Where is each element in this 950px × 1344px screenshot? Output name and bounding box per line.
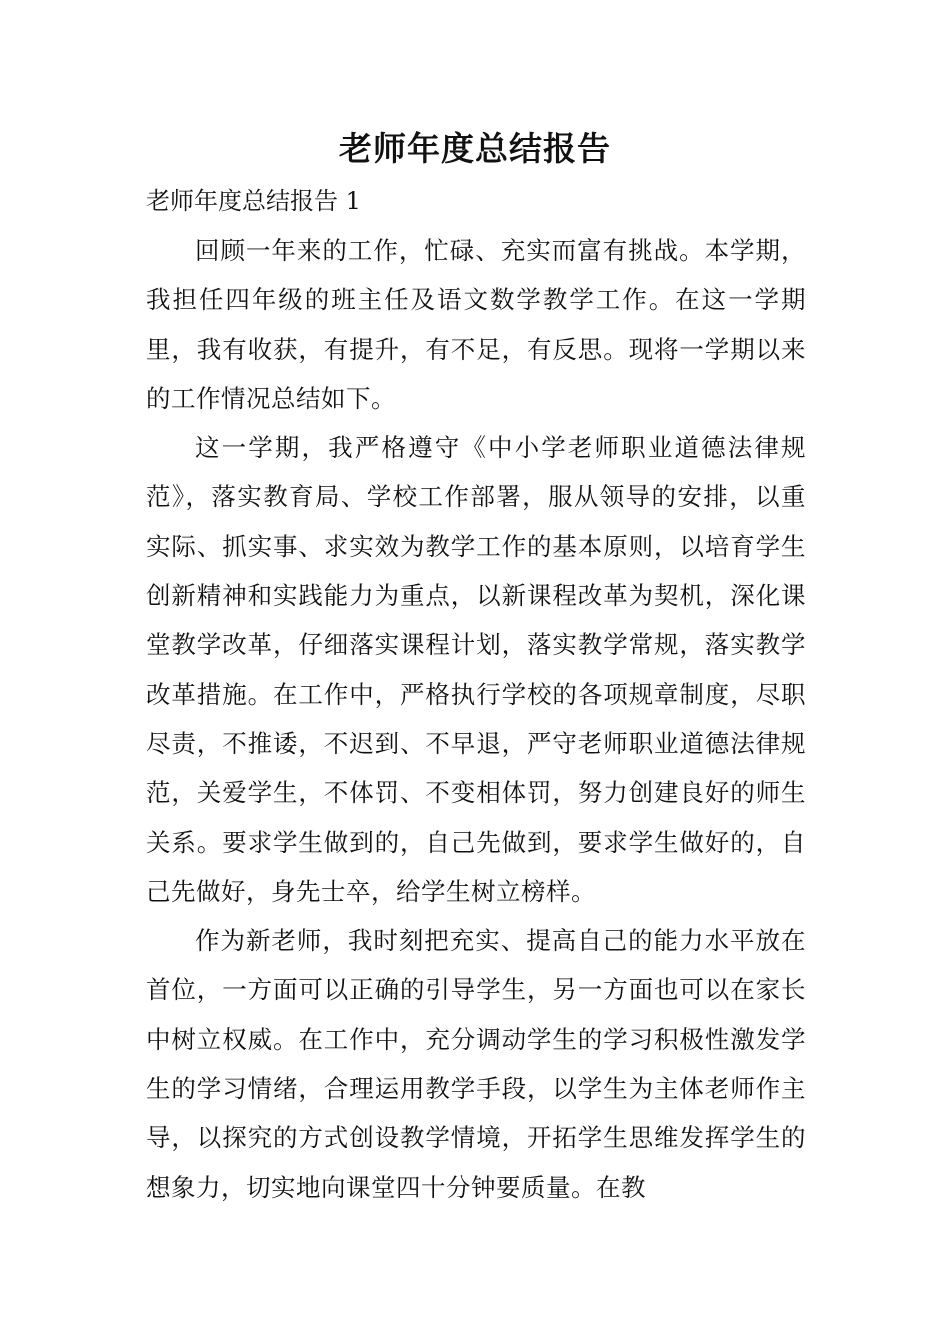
document-body xyxy=(146,226,806,1212)
paragraph-3: 作为新老师，我时刻把充实、提高自己的能力水平放在首位，一方面可以正确的引导学生，另一方面也可以在家长中树立权威。在工作中，充分调动学生的学习积极性激发学生的学习情绪，合理运用教学手段，以学生为主体老师作主导，以探究的方式创设教学情境，开拓学生思维发挥学生的想象力，切实地向课堂四十分钟要质量。在教 xyxy=(146,926,806,1202)
document-subtitle: 老师年度总结报告 1 xyxy=(146,187,361,215)
document-title: 老师年度总结报告 xyxy=(339,129,611,168)
paragraph-2: 这一学期，我严格遵守《中小学老师职业道德法律规范》，落实教育局、学校工作部署，服从领导的安排，以重实际、抓实事、求实效为教学工作的基本原则，以培育学生创新精神和实践能力为重点，以新课程改革为契机，深化课堂教学改革，仔细落实课程计划，落实教学常规，落实教学改革措施。在工作中，严格执行学校的各项规章制度，尽职尽责，不推诿，不迟到、不早退，严守老师职业道德法律规范，关爱学生，不体罚、不变相体罚，努力创建良好的师生关系。要求学生做到的，自己先做到，要求学生做好的，自己先做好，身先士卒，给学生树立榜样。 xyxy=(146,433,806,906)
paragraph-1: 回顾一年来的工作，忙碌、充实而富有挑战。本学期，我担任四年级的班主任及语文数学教学工作。在这一学期里，我有收获，有提升，有不足，有反思。现将一学期以来的工作情况总结如下。 xyxy=(146,236,806,413)
